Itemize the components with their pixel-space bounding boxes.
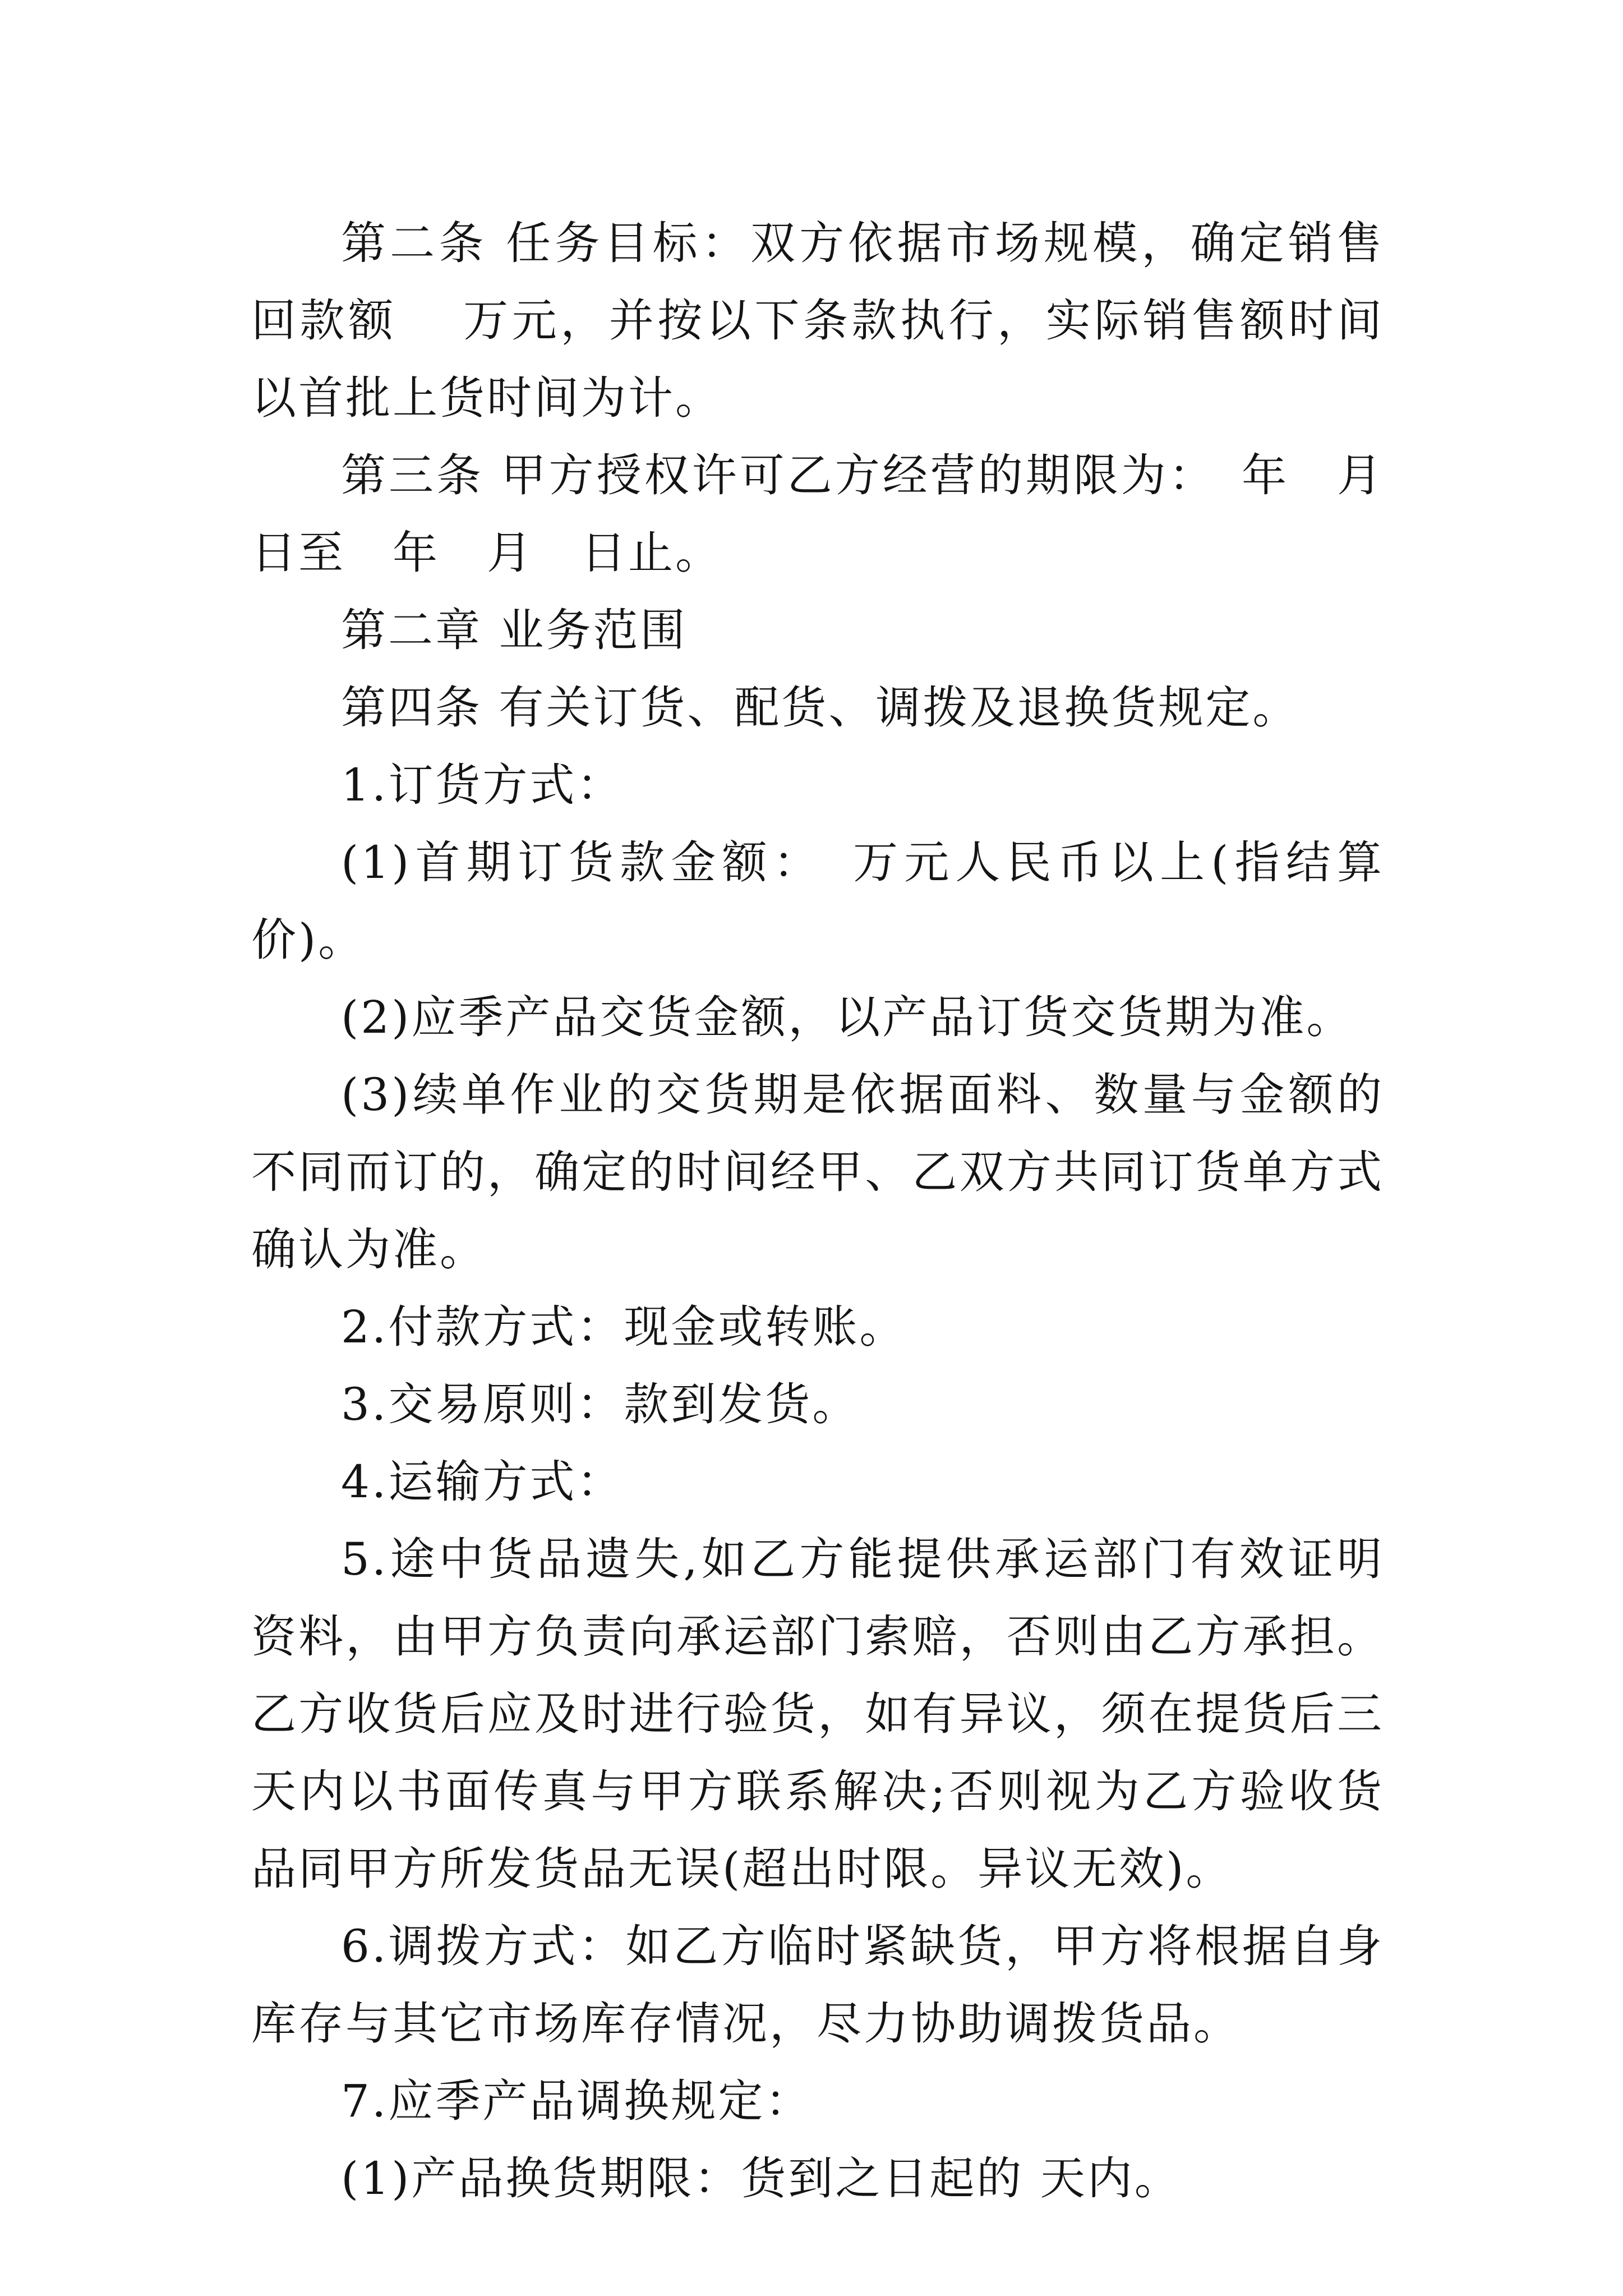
paragraph-goods-loss: 5.途中货品遗失,如乙方能提供承运部门有效证明资料，由甲方负责向承运部门索赔，否则由乙方承担。乙方收货后应及时进行验货，如有异议，须在提货后三天内以书面传真与甲方联系解决;否则视为乙方验收货品同甲方所发货品无误(超出时限。异议无效)。	[251, 1533, 1384, 1895]
paragraph-payment-method: 2.付款方式：现金或转账。	[341, 1301, 907, 1353]
paragraph-first-order-amount: (1)首期订货款金额： 万元人民币以上(指结算价)。	[251, 836, 1384, 966]
paragraph-ordering-method: 1.订货方式：	[341, 759, 624, 811]
paragraph-transport-method: 4.运输方式：	[341, 1456, 624, 1508]
paragraph-exchange-rules: 7.应季产品调换规定：	[341, 2075, 813, 2127]
paragraph-article-2: 第二条 任务目标：双方依据市场规模，确定销售回款额 万元，并按以下条款执行，实际销售额时间以首批上货时间为计。	[251, 217, 1384, 424]
paragraph-allocation-method: 6.调拨方式：如乙方临时紧缺货，甲方将根据自身库存与其它市场库存情况，尽力协助调拨货品。	[251, 1920, 1384, 2050]
chapter-heading: 第二章 业务范围	[341, 604, 688, 656]
paragraph-exchange-period: (1)产品换货期限：货到之日起的 天内。	[341, 2152, 1182, 2205]
paragraph-article-4: 第四条 有关订货、配货、调拨及退换货规定。	[341, 682, 1300, 734]
document-body	[251, 205, 1431, 2217]
paragraph-reorder-delivery: (3)续单作业的交货期是依据面料、数量与金额的不同而订的，确定的时间经甲、乙双方共同订货单方式确认为准。	[251, 1069, 1384, 1276]
paragraph-trade-principle: 3.交易原则：款到发货。	[341, 1378, 860, 1430]
paragraph-article-3: 第三条 甲方授权许可乙方经营的期限为： 年 月 日至 年 月 日止。	[251, 449, 1431, 579]
paragraph-seasonal-delivery: (2)应季产品交货金额，以产品订货交货期为准。	[341, 991, 1354, 1043]
